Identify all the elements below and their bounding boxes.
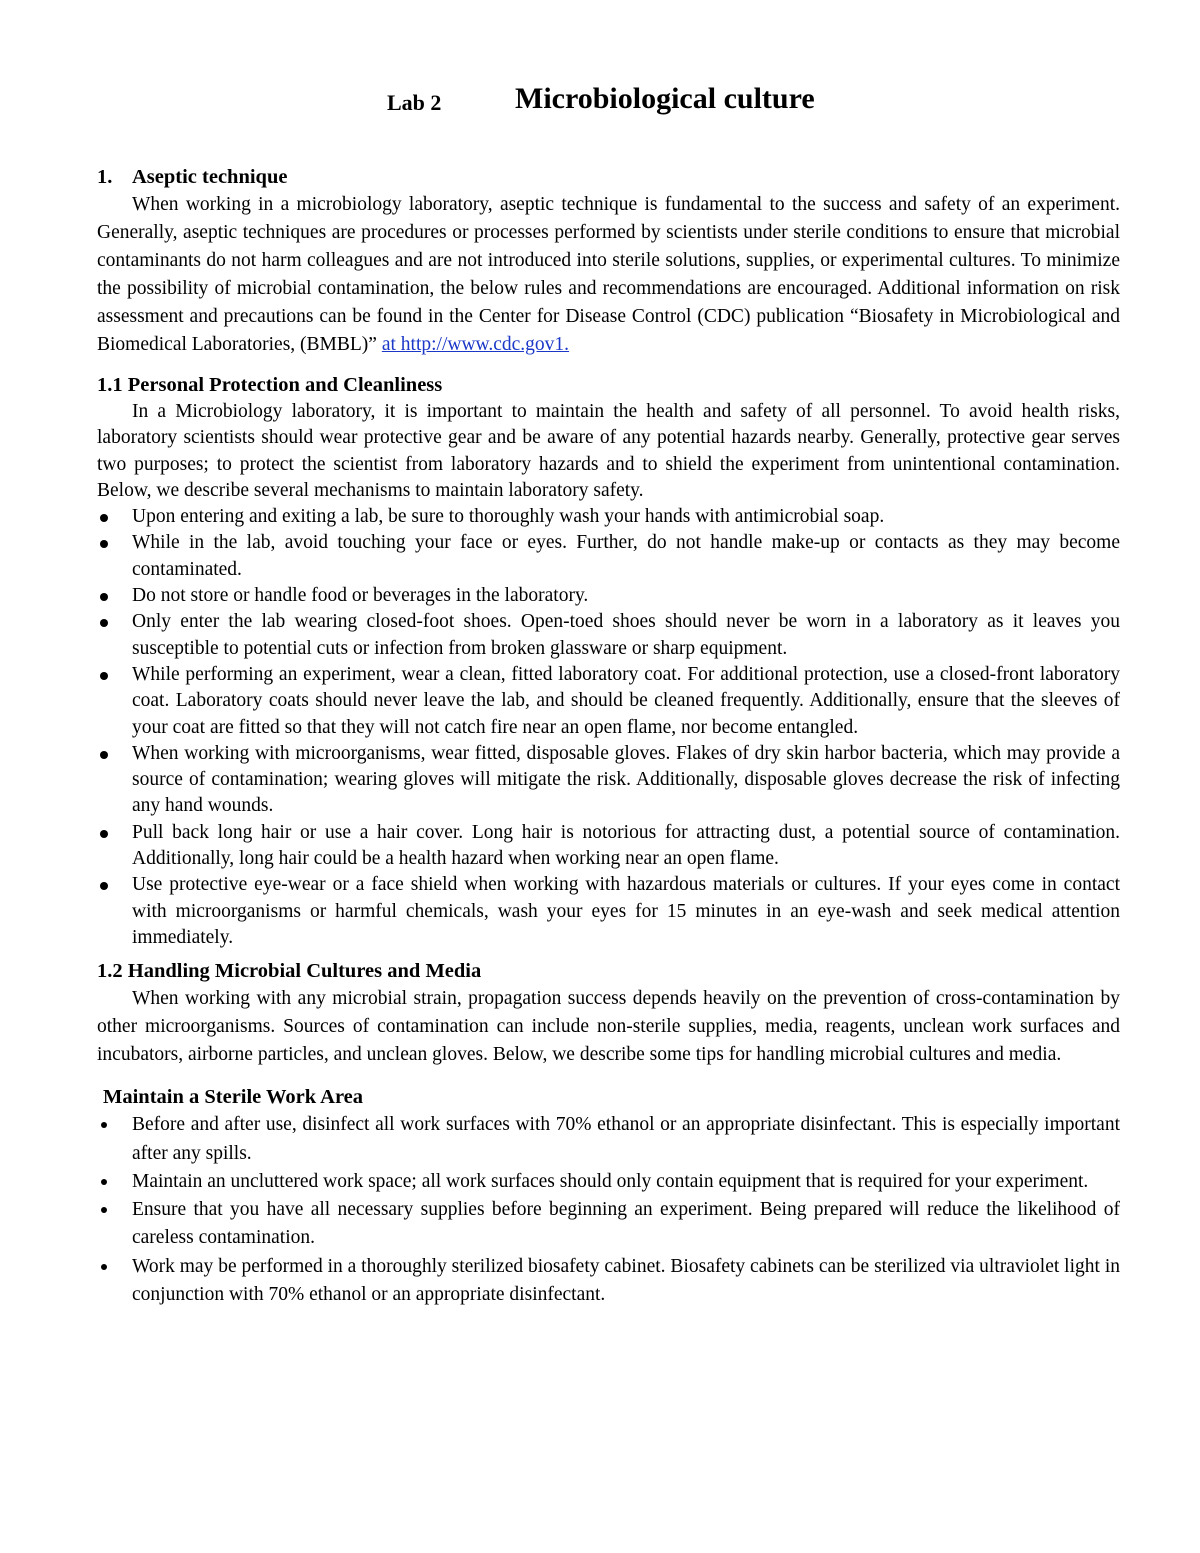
section-paragraph	[97, 191, 1120, 359]
list-item	[97, 1111, 1120, 1168]
section-title: Aseptic technique	[132, 166, 288, 188]
lab-number: Lab 2	[387, 90, 442, 115]
page-title: Microbiological culture	[515, 82, 815, 115]
list-item	[97, 1253, 1120, 1310]
section-heading	[97, 163, 1120, 191]
paragraph-text: When working in a microbiology laboratory, aseptic technique is fundamental to the success and safety of an experiment. Generally, aseptic techniques are procedures or processes performed by scientists under sterile conditions to ensure that microbial contaminants do not harm colleagues and are not introduced into sterile solutions, supplies, or experimental cultures. To minimize the possibility of microbial contamination, the below rules and recommendations are encouraged. Additional information on risk assessment and precautions can be found in the Center for Disease Control (CDC) publication “Biosafety in Microbiological and Biomedical Laboratories, (BMBL)”	[97, 194, 1120, 355]
bullet-icon	[100, 619, 108, 627]
subsection-paragraph: In a Microbiology laboratory, it is important to maintain the health and safety of all personnel. To avoid health risks, laboratory scientists should wear protective gear and be aware of any potential hazards nearby. Generally, protective gear serves two purposes; to protect the scientist from laboratory hazards and to shield the experiment from unintentional contamination. Below, we describe several mechanisms to maintain laboratory safety.	[97, 401, 1120, 501]
list-item	[97, 662, 1120, 741]
bullet-icon	[101, 1264, 107, 1270]
list-item-text: Pull back long hair or use a hair cover. Long hair is notorious for attracting dust, a potential source of contamination. Additionally, long hair could be a health hazard when working near an open flame.	[132, 821, 1120, 870]
sterile-area-list	[97, 1111, 1120, 1309]
list-item	[97, 820, 1120, 873]
list-item-text: Maintain an uncluttered work space; all work surfaces should only contain equipment that is required for your experiment.	[132, 1170, 1089, 1192]
list-item-text: While performing an experiment, wear a clean, fitted laboratory coat. For additional protection, use a closed-front laboratory coat. Laboratory coats should never leave the lab, and should be cleaned frequently. Additionally, ensure that the sleeves of your coat are fitted so that they will not catch fire near an open flame, nor become entangled.	[132, 663, 1120, 738]
bullet-icon	[100, 830, 108, 838]
list-item	[97, 741, 1120, 820]
bullet-icon	[100, 514, 108, 522]
list-item	[97, 583, 1120, 609]
sterile-work-area-heading: Maintain a Sterile Work Area	[103, 1086, 364, 1109]
bullet-icon	[101, 1179, 107, 1185]
subsection-paragraph: When working with any microbial strain, propagation success depends heavily on the prevention of cross-contamination by other microorganisms. Sources of contamination can include non-sterile supplies, media, reagents, unclean work surfaces and incubators, airborne particles, and unclean gloves. Below, we describe some tips for handling microbial cultures and media.	[97, 988, 1120, 1066]
list-item-text: Only enter the lab wearing closed-foot shoes. Open-toed shoes should never be worn in a laboratory as it leaves you susceptible to potential cuts or infection from broken glassware or sharp equipment.	[132, 611, 1120, 659]
document-body	[97, 163, 1120, 1309]
list-item-text: Ensure that you have all necessary supplies before beginning an experiment. Being prepared will reduce the likelihood of careless contamination.	[132, 1199, 1120, 1249]
bullet-icon	[100, 751, 108, 759]
bullet-icon	[100, 540, 108, 548]
list-item-text: When working with microorganisms, wear fitted, disposable gloves. Flakes of dry skin harbor bacteria, which may provide a source of contamination; wearing gloves will mitigate the risk. Additionally, disposable gloves decrease the risk of infecting any hand wounds.	[132, 742, 1120, 817]
protection-list	[97, 504, 1120, 951]
list-item-text: Before and after use, disinfect all work surfaces with 70% ethanol or an appropriate disinfectant. This is especially important after any spills.	[132, 1114, 1120, 1164]
list-item	[97, 1168, 1120, 1196]
list-item-text: Upon entering and exiting a lab, be sure to thoroughly wash your hands with antimicrobial soap.	[132, 506, 885, 528]
list-item-text: While in the lab, avoid touching your face or eyes. Further, do not handle make-up or contacts as they may become contaminated.	[132, 532, 1120, 580]
list-item-text: Use protective eye-wear or a face shield when working with hazardous materials or cultures. If your eyes come in contact with microorganisms or harmful chemicals, wash your eyes for 15 minutes in an eye-wash and seek medical attention immediately.	[132, 874, 1120, 948]
list-item-text: Do not store or handle food or beverages in the laboratory.	[132, 585, 589, 607]
section-handling-cultures	[97, 957, 1120, 1309]
document-title	[97, 78, 1120, 118]
section-aseptic-technique	[97, 163, 1120, 359]
bullet-icon	[101, 1122, 107, 1128]
list-item-text: Work may be performed in a thoroughly sterilized biosafety cabinet. Biosafety cabinets can be sterilized via ultraviolet light in conjunction with 70% ethanol or an appropriate disinfectant.	[132, 1255, 1120, 1306]
section-number: 1.	[97, 166, 113, 188]
bullet-icon	[100, 593, 108, 601]
section-personal-protection	[97, 371, 1120, 951]
list-item	[97, 504, 1120, 530]
list-item	[97, 530, 1120, 583]
bullet-icon	[100, 672, 108, 680]
list-item	[97, 609, 1120, 662]
bullet-icon	[101, 1207, 107, 1213]
list-item	[97, 1196, 1120, 1253]
subsection-heading: 1.1 Personal Protection and Cleanliness	[97, 374, 443, 396]
cdc-link[interactable]: at http://www.cdc.gov1.	[381, 334, 570, 355]
list-item	[97, 872, 1120, 951]
subsection-heading: 1.2 Handling Microbial Cultures and Media	[97, 960, 482, 983]
bullet-icon	[100, 882, 108, 890]
